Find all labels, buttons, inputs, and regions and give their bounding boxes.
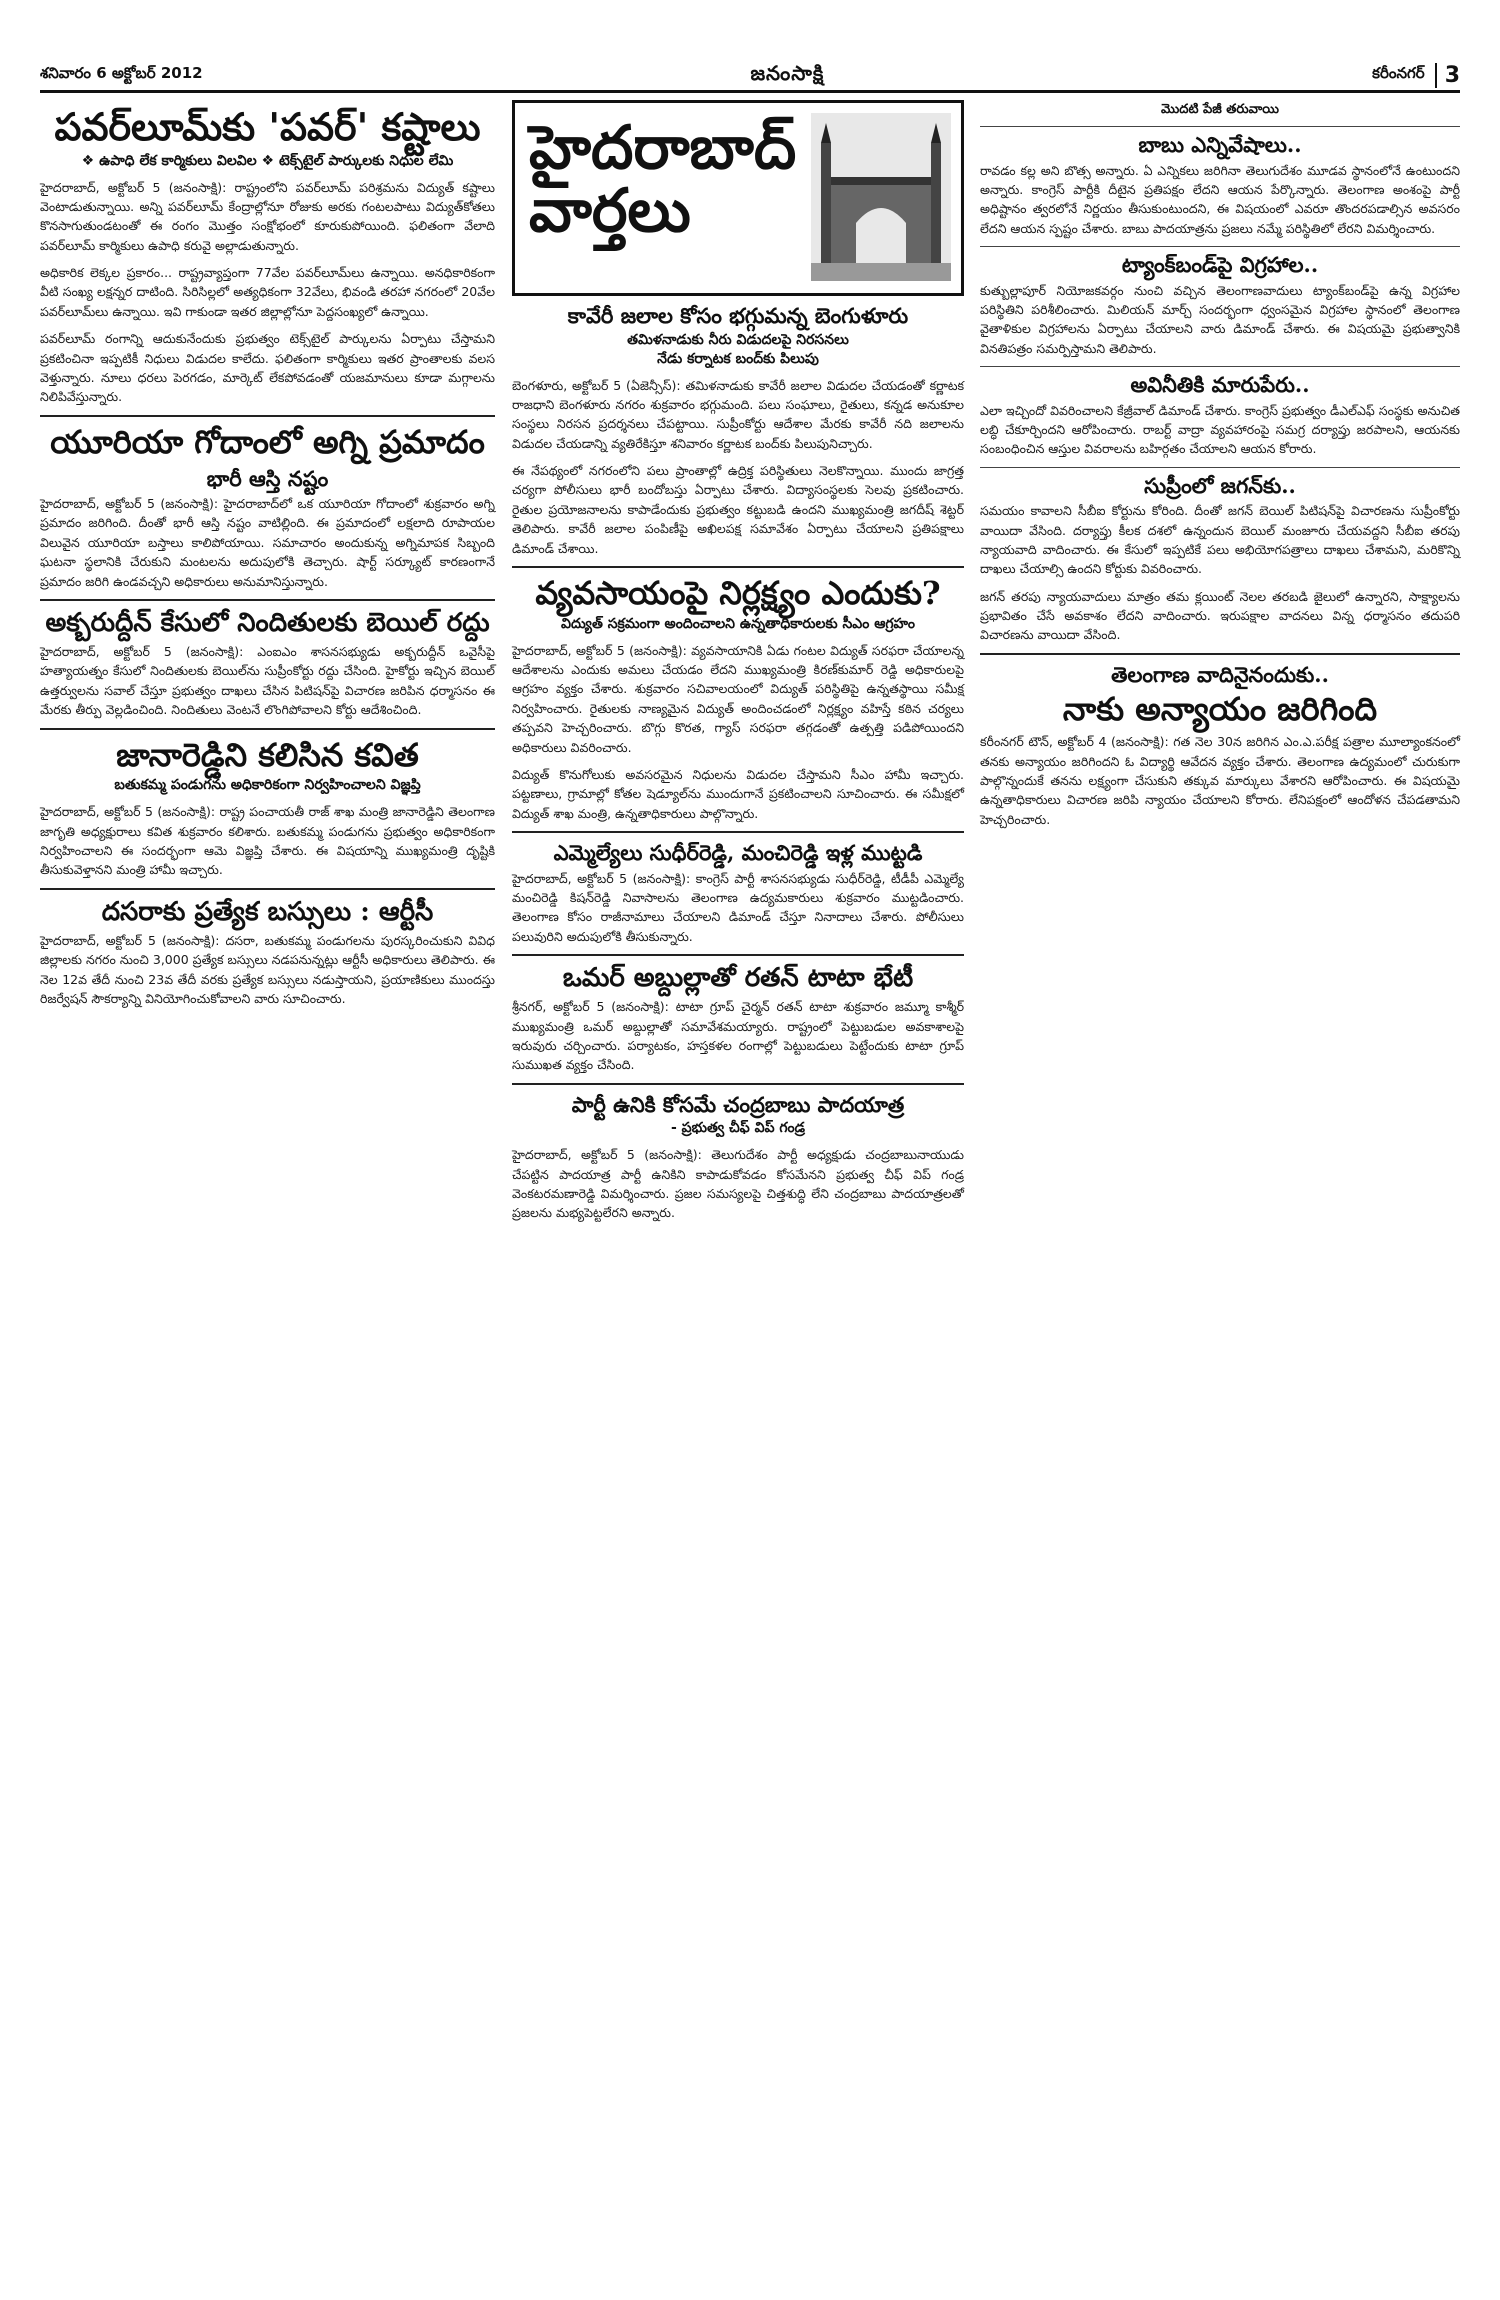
- subhead-kavitha: బతుకమ్మ పండుగను అధికారికంగా నిర్వహించాలని విజ్ఞప్తి: [114, 777, 421, 794]
- article-text: హైదరాబాద్, అక్టోబర్ 5 (జనంసాక్షి): దసరా, బతుకమ్మ పండుగలను పురస్కరించుకుని వివిధ జిల్లాలకు నగరం నుంచి 3,000 ప్రత్యేక బస్సులు నడపనున్నట్లు ఆర్టీసీ అధికారులు తెలిపారు. ఈ నెల 12వ తేదీ నుంచి 23వ తేదీ వరకు ప్రత్యేక బస్సులు నడుస్తాయని, ప్రయాణికులు ముందస్తు రిజర్వేషన్ సౌకర్యాన్ని వినియోగించుకోవాలని వారు సూచించారు.: [40, 932, 495, 1007]
- headline-agriculture: వ్యవసాయంపై నిర్లక్ష్యం ఎందుకు?: [535, 573, 941, 612]
- headline-omar-tata: ఒమర్ అబ్దుల్లాతో రతన్ టాటా భేటీ: [562, 963, 914, 994]
- article-text: హైదరాబాద్, అక్టోబర్ 5 (జనంసాక్షి): తెలుగుదేశం పార్టీ అధ్యక్షుడు చంద్రబాబునాయుడు చేపట్టిన పాదయాత్ర పార్టీ ఉనికిని కాపాడుకోవడం కోసమేనని ప్రభుత్వ చీఫ్ విప్ గండ్ర వెంకటరమణారెడ్డి విమర్శించారు. ప్రజల సమస్యలపై చిత్తశుద్ధి లేని చంద్రబాబు పాదయాత్రలతో ప్రజలను మభ్యపెట్టలేరని అన్నారు.: [512, 1147, 964, 1221]
- divider: [512, 1083, 964, 1085]
- column-left: [40, 100, 495, 1016]
- article-text: రావడం కల్ల అని బొత్స అన్నారు. ఏ ఎన్నికలు జరిగినా తెలుగుదేశం మూడవ స్థానంలోనే ఉంటుందని అన్నారు. కాంగ్రెస్ పార్టీకి దీటైన ప్రతిపక్షం లేదని ఆయన పేర్కొన్నారు. తెలంగాణ అంశంపై పార్టీ అధిష్టానం త్వరలోనే నిర్ణయం తీసుకుంటుందని, ఈ విషయంలో ఎవరూ తొందరపడాల్సిన అవసరం లేదని ఆయన స్పష్టం చేశారు. బాబు పాదయాత్రను ప్రజలు నమ్మే పరిస్థితిలో లేరని విమర్శించారు.: [980, 162, 1460, 236]
- article-text: హైదరాబాద్, అక్టోబర్ 5 (జనంసాక్షి): హైదరాబాద్‌లో ఒక యూరియా గోదాంలో శుక్రవారం అగ్ని ప్రమాదం జరిగింది. దీంతో భారీ ఆస్తి నష్టం వాటిల్లింది. ఈ ప్రమాదంలో లక్షలాది రూపాయల విలువైన యూరియా బస్తాలు కాలిపోయాయి. సమాచారం అందుకున్న అగ్నిమాపక సిబ్బంది ఘటనా స్థలానికి చేరుకుని మంటలను అదుపులోకి తెచ్చారు. షార్ట్ సర్క్యూట్ కారణంగానే ప్రమాదం జరిగి ఉండవచ్చని అధికారులు అనుమానిస్తున్నారు.: [40, 496, 495, 589]
- headline-padayatra: పార్టీ ఉనికి కోసమే చంద్రబాబు పాదయాత్ర: [571, 1091, 905, 1117]
- column-right: [980, 100, 1460, 837]
- headline-urea-fire: యూరియా గోదాంలో అగ్ని ప్రమాదం: [50, 422, 485, 461]
- divider: [980, 366, 1460, 367]
- banner-title-line2: వార్తలు: [529, 176, 691, 246]
- issue-date: శనివారం 6 అక్టోబర్ 2012: [40, 64, 203, 82]
- article-text: శ్రీనగర్, అక్టోబర్ 5 (జనంసాక్షి): టాటా గ్రూప్ చైర్మన్ రతన్ టాటా శుక్రవారం జమ్మూ కాశ్మీర్ ముఖ్యమంత్రి ఒమర్ అబ్దుల్లాతో సమావేశమయ్యారు. రాష్ట్రంలో పెట్టుబడుల అవకాశాలపై ఇరువురు చర్చించారు. పర్యాటకం, హస్తకళల రంగాల్లో పెట్టుబడులు పెట్టేందుకు టాటా గ్రూప్ సుముఖత వ్యక్తం చేసింది.: [512, 999, 964, 1073]
- page-number: 3: [1435, 63, 1460, 88]
- article-text: బెంగళూరు, అక్టోబర్ 5 (ఏజెన్సీస్): తమిళనాడుకు కావేరీ జలాల విడుదల చేయడంతో కర్ణాటక రాజధాని బెంగళూరు నగరం శుక్రవారం భగ్గుమంది. పలు సంఘాలు, రైతులు, కన్నడ అనుకూల సంస్థలు నిరసన ప్రదర్శనలు చేపట్టాయి. సుప్రీంకోర్టు ఆదేశాల మేరకు కావేరీ నది జలాలను విడుదల చేయడాన్ని వ్యతిరేకిస్తూ శనివారం కర్ణాటక బంద్‌కు పిలుపునిచ్చారు.: [512, 377, 964, 451]
- article-text: హైదరాబాద్, అక్టోబర్ 5 (జనంసాక్షి): రాష్ట్రంలోని పవర్‌లూమ్ పరిశ్రమను విద్యుత్ కష్టాలు వెంటాడుతున్నాయి. అన్ని పవర్‌లూమ్ కేంద్రాల్లోనూ రోజుకు అరకు గంటలపాటు విద్యుత్‌కోతలు కొనసాగుతుండటంతో ఈ రంగం మొత్తం సంక్షోభంలో కూరుకుపోయింది. ఫలితంగా వేలాది పవర్‌లూమ్ కార్మికులు ఉపాధి కరువై అల్లాడుతున్నారు.: [40, 179, 495, 253]
- headline-corruption: అవినీతికి మారుపేరు..: [1130, 372, 1310, 398]
- headline-tankbund: ట్యాంక్‌బండ్‌పై విగ్రహాల..: [1121, 252, 1319, 278]
- headline-babu: బాబు ఎన్నివేషాలు..: [1138, 132, 1302, 157]
- article-text: ఈ నేపథ్యంలో నగరంలోని పలు ప్రాంతాల్లో ఉద్రిక్త పరిస్థితులు నెలకొన్నాయి. ముందు జాగ్రత్త చర్యగా పోలీసులు భారీ బందోబస్తు ఏర్పాటు చేశారు. విద్యాసంస్థలకు సెలవు ప్రకటించారు. రైతుల ప్రయోజనాలను కాపాడేందుకు ప్రభుత్వం కట్టుబడి ఉందని ముఖ్యమంత్రి జగదీష్ శెట్టర్ తెలిపారు. కావేరీ జలాల పంపిణీపై అఖిలపక్ష సమావేశం ఏర్పాటు చేయాలని ప్రతిపక్షాలు డిమాండ్ చేశాయి.: [512, 463, 964, 556]
- masthead-right: [1372, 63, 1460, 88]
- subhead-cauvery: తమిళనాడుకు నీరు విడుదలపై నిరసనలు నేడు కర్నాటక బంద్‌కు పిలుపు: [627, 331, 849, 367]
- article-text: సమయం కావాలని సీబీఐ కోర్టును కోరింది. దీంతో జగన్ బెయిల్ పిటిషన్‌పై విచారణను సుప్రీంకోర్టు వాయిదా వేసింది. దర్యాప్తు కీలక దశలో ఉన్నందున బెయిల్ మంజూరు చేయవద్దని సీబీఐ తరపు న్యాయవాది వాదించారు. ఈ కేసులో ఇప్పటికే పలు అభియోగపత్రాలు దాఖలు చేశామని, మరికొన్ని దాఖలు చేయాల్సి ఉందని కోర్టుకు వివరించారు.: [980, 503, 1460, 577]
- article-text: జగన్ తరపు న్యాయవాదులు మాత్రం తమ క్లయింట్ నెలల తరబడి జైలులో ఉన్నారని, సాక్ష్యాలను ప్రభావితం చేసే అవకాశం లేదని వాదించారు. ఇరుపక్షాల వాదనలు విన్న ధర్మాసనం తదుపరి విచారణను వాయిదా వేసింది.: [980, 588, 1460, 643]
- continued-from-front: మొదటి పేజీ తరువాయి: [1161, 102, 1279, 117]
- article-text: ఎలా ఇచ్చిందో వివరించాలని కేజ్రీవాల్ డిమాండ్ చేశారు. కాంగ్రెస్ ప్రభుత్వం డీఎల్ఎఫ్ సంస్థకు అనుచిత లబ్ధి చేకూర్చిందని ఆరోపించారు. రాబర్ట్ వాద్రా వ్యవహారంపై సమగ్ర దర్యాప్తు జరపాలని, ఆయనకు సంబంధించిన ఆస్తుల వివరాలను బహిర్గతం చేయాలని ఆయన కోరారు.: [980, 402, 1460, 457]
- edition-city: కరీంనగర్: [1372, 64, 1425, 82]
- divider: [512, 954, 964, 956]
- article-text: హైదరాబాద్, అక్టోబర్ 5 (జనంసాక్షి): కాంగ్రెస్ పార్టీ శాసనసభ్యుడు సుధీర్‌రెడ్డి, టీడీపీ ఎమ్మెల్యే మంచిరెడ్డి కిషన్‌రెడ్డి నివాసాలను తెలంగాణ ఉద్యమకారులు శుక్రవారం ముట్టడించారు. తెలంగాణ కోసం రాజీనామాలు చేయాలని డిమాండ్ చేస్తూ నినాదాలు చేశారు. పోలీసులు పలువురిని అదుపులోకి తీసుకున్నారు.: [512, 870, 964, 944]
- headline-kavitha: జానారెడ్డిని కలిసిన కవిత: [116, 735, 419, 774]
- article-text: విద్యుత్ కొనుగోలుకు అవసరమైన నిధులను విడుదల చేస్తామని సీఎం హామీ ఇచ్చారు. పట్టణాలు, గ్రామాల్లో కోతల షెడ్యూల్‌ను ముందుగానే ప్రకటించాలని సూచించారు. ఈ సమీక్షలో విద్యుత్ శాఖ మంత్రి, ఉన్నతాధికారులు పాల్గొన్నారు.: [512, 766, 964, 821]
- article-text: కరీంనగర్ టౌన్, అక్టోబర్ 4 (జనంసాక్షి): గత నెల 30న జరిగిన ఎం.ఎ.పరీక్ష పత్రాల మూల్యాంకనంలో తనకు అన్యాయం జరిగిందని ఓ విద్యార్థి ఆవేదన వ్యక్తం చేశారు. తెలంగాణ ఉద్యమంలో చురుకుగా పాల్గొన్నందుకే తనను లక్ష్యంగా చేసుకుని తక్కువ మార్కులు వేశారని ఆరోపించారు. ఈ విషయమై ఉన్నతాధికారులు విచారణ జరిపి న్యాయం చేయాలని కోరారు. లేనిపక్షంలో ఆందోళన చేపడతామని హెచ్చరించారు.: [980, 734, 1460, 827]
- subhead-powerloom: ❖ ఉపాధి లేక కార్మికులు విలవిల ❖ టెక్స్‌టైల్ పార్కులకు నిధుల లేమి: [81, 152, 454, 169]
- banner-title-line1: హైదరాబాద్: [529, 113, 797, 183]
- divider: [512, 831, 964, 833]
- masthead: [40, 60, 1460, 93]
- column-middle: [512, 100, 964, 1231]
- article-text: హైదరాబాద్, అక్టోబర్ 5 (జనంసాక్షి): ఎంఐఎం శాసనసభ్యుడు అక్బరుద్దీన్ ఒవైసీపై హత్యాయత్నం కేసులో నిందితులకు బెయిల్‌ను సుప్రీంకోర్టు రద్దు చేసింది. హైకోర్టు ఇచ్చిన బెయిల్ ఉత్తర్వులను సవాల్ చేస్తూ ప్రభుత్వం దాఖలు చేసిన పిటిషన్‌పై విచారణ జరిపిన ధర్మాసనం ఈ మేరకు తీర్పు వెల్లడించింది. నిందితులు వెంటనే లొంగిపోవాలని కోర్టు ఆదేశించింది.: [40, 644, 495, 718]
- article-text: కుత్బుల్లాపూర్ నియోజకవర్గం నుంచి వచ్చిన తెలంగాణవాదులు ట్యాంక్‌బండ్‌పై ఉన్న విగ్రహాల పరిస్థితిని పరిశీలించారు. మిలియన్ మార్చ్ సందర్భంగా ధ్వంసమైన విగ్రహాల స్థానంలో తెలంగాణ వైతాళికుల విగ్రహాలను ఏర్పాటు చేయాలని వారు డిమాండ్ చేశారు. ఈ విషయమై ప్రభుత్వానికి వినతిపత్రం సమర్పిస్తామని తెలిపారు.: [980, 282, 1460, 356]
- headline-mla-siege: ఎమ్మెల్యేలు సుధీర్‌రెడ్డి, మంచిరెడ్డి ఇళ్ల ముట్టడి: [553, 840, 923, 866]
- newspaper-logo: జనంసాక్షి: [750, 60, 825, 85]
- divider: [980, 126, 1460, 127]
- divider: [512, 566, 964, 568]
- subhead-agriculture: విద్యుత్ సక్రమంగా అందించాలని ఉన్నతాధికారులకు సీఎం ఆగ్రహం: [561, 615, 915, 632]
- divider: [40, 599, 495, 601]
- section-banner: [512, 100, 964, 296]
- divider: [980, 653, 1460, 655]
- headline-powerloom: పవర్‌లూమ్‌కు 'పవర్' కష్టాలు: [54, 104, 481, 149]
- subhead-urea-fire: భారీ ఆస్తి నష్టం: [206, 465, 329, 491]
- headline-jagan-supreme: సుప్రీంలో జగన్‌కు..: [1144, 472, 1296, 498]
- article-text: పవర్‌లూమ్ రంగాన్ని ఆదుకునేందుకు ప్రభుత్వం టెక్స్‌టైల్ పార్కులను ఏర్పాటు చేస్తామని ప్రకటించినా ఇప్పటికీ నిధులు విడుదల కాలేదు. ఫలితంగా కార్మికులు ఇతర ప్రాంతాలకు వలస వెళ్తున్నారు. నూలు ధరలు పెరగడం, మార్కెట్ లేకపోవడంతో యజమానులు కూడా మగ్గాలను నిలిపివేస్తున్నారు.: [40, 331, 495, 405]
- section-banner-title: [529, 113, 799, 246]
- headline-rtc-buses: దసరాకు ప్రత్యేక బస్సులు : ఆర్టీసీ: [101, 896, 434, 927]
- article-text: హైదరాబాద్, అక్టోబర్ 5 (జనంసాక్షి): రాష్ట్ర పంచాయతీ రాజ్ శాఖ మంత్రి జానారెడ్డిని తెలంగాణ జాగృతి అధ్యక్షురాలు కవిత శుక్రవారం కలిశారు. బతుకమ్మ పండుగను ప్రభుత్వం అధికారికంగా నిర్వహించాలని ఈ సందర్భంగా ఆమె విజ్ఞప్తి చేశారు. ఈ విషయాన్ని ముఖ్యమంత్రి దృష్టికి తీసుకువెళ్తానని మంత్రి హామీ ఇచ్చారు.: [40, 804, 495, 878]
- article-text: అధికారిక లెక్కల ప్రకారం... రాష్ట్రవ్యాప్తంగా 77వేల పవర్‌లూమ్‌లు ఉన్నాయి. అనధికారికంగా వీటి సంఖ్య లక్షన్నర దాటింది. సిరిసిల్లలో అత్యధికంగా 32వేలు, భివండి తరహా నగరంలో 20వేల పవర్‌లూమ్‌లు ఉన్నాయి. ఇవి గాకుండా ఇతర జిల్లాల్లోనూ పెద్దసంఖ్యలో ఉన్నాయి.: [40, 265, 495, 319]
- divider: [40, 728, 495, 730]
- charminar-illustration: [811, 113, 951, 281]
- divider: [40, 888, 495, 890]
- divider: [40, 415, 495, 417]
- headline-bail-cancelled: అక్బరుద్దీన్ కేసులో నిందితులకు బెయిల్ రద్దు: [45, 607, 490, 638]
- headline-injustice: నాకు అన్యాయం జరిగింది: [1062, 690, 1378, 729]
- headline-cauvery: కావేరీ జలాల కోసం భగ్గుమన్న బెంగుళూరు: [567, 303, 909, 328]
- divider: [980, 246, 1460, 247]
- divider: [980, 467, 1460, 468]
- article-text: హైదరాబాద్, అక్టోబర్ 5 (జనంసాక్షి): వ్యవసాయానికి ఏడు గంటల విద్యుత్ సరఫరా చేయాలన్న ఆదేశాలను ఎందుకు అమలు చేయడం లేదని ముఖ్యమంత్రి కిరణ్‌కుమార్ రెడ్డి అధికారులపై ఆగ్రహం వ్యక్తం చేశారు. శుక్రవారం సచివాలయంలో విద్యుత్ పరిస్థితిపై ఉన్నతస్థాయి సమీక్ష నిర్వహించారు. రైతులకు నాణ్యమైన విద్యుత్ అందించడంలో నిర్లక్ష్యం వహిస్తే కఠిన చర్యలు తప్పవని హెచ్చరించారు. బొగ్గు కొరత, గ్యాస్ సరఫరా తగ్గడంతో ఉత్పత్తి పడిపోయిందని అధికారులు వివరించారు.: [512, 642, 964, 755]
- subhead-padayatra: - ప్రభుత్వ చీఫ్ విప్ గండ్ర: [670, 1120, 806, 1137]
- headline-telangana-student: తెలంగాణ వాదినైనందుకు..: [1111, 661, 1329, 687]
